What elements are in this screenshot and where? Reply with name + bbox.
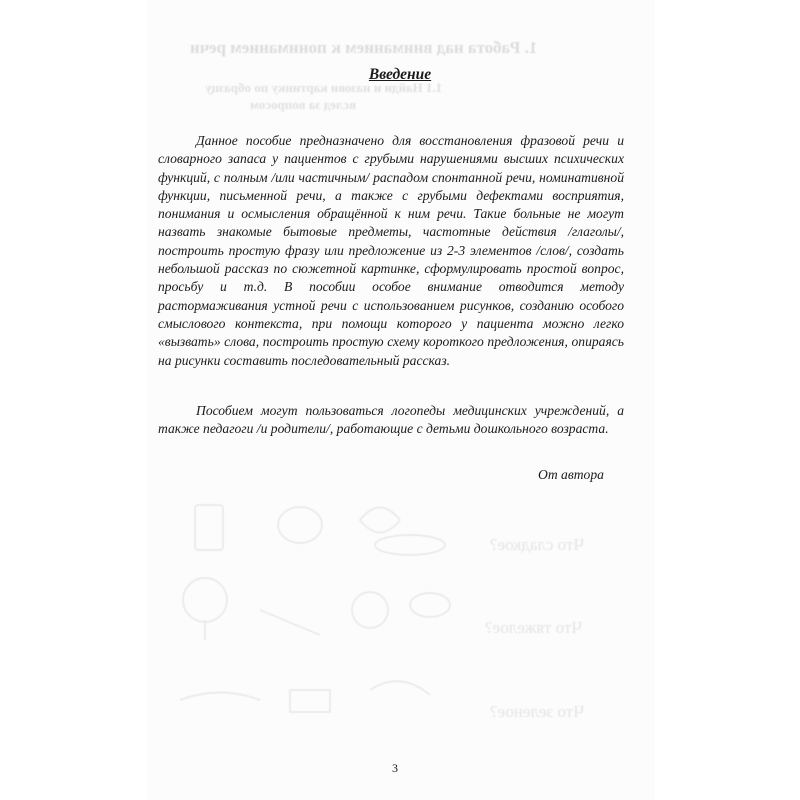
author-signature: От автора bbox=[538, 467, 604, 482]
page-title: Введение bbox=[368, 66, 432, 83]
show-through-question: Что тяжелое? bbox=[485, 618, 583, 637]
show-through-subheading: вслед за вопросом bbox=[250, 97, 357, 112]
show-through-question: Что сладкое? bbox=[490, 535, 585, 554]
show-through-subheading: 1.1 Найди и назови картинку по образцу bbox=[205, 80, 443, 95]
show-through-heading: 1. Работа над вниманием к пониманием речи bbox=[190, 38, 538, 57]
page-number: 3 bbox=[392, 761, 398, 775]
paragraph: Пособием могут пользоваться логопеды медицинских учреждений, а также педагоги /и родители/, работающие с детьми дошкольного возраста. bbox=[158, 403, 624, 437]
paragraph: Данное пособие предназначено для восстановления фразовой речи и словарного запаса у пациентов с грубыми нарушениями высших психических функций, с полным /или частичным/ распадом спонтанной речи, номинативной функции, письменной речи, а также с грубыми дефектами восприятия, понимания и осмысления обращённой к ним речи. Такие больные не могут назвать знакомые бытовые предметы, частотные действия /глаголы/, построить простую фразу или предложение из 2-3 элементов /слов/, создать небольшой рассказ по сюжетной картинке, сформулировать простой вопрос, просьбу и т.д. В пособии особое внимание отводится методу растормаживания устной речи с использованием рисунков, созданию особого смыслового контекста, при помощи которого у пациента можно легко «вызвать» слова, построить простую схему короткого предложения, опираясь на рисунки составить последовательный рассказ. bbox=[158, 133, 624, 368]
show-through-question: Что зеленое? bbox=[490, 702, 585, 721]
